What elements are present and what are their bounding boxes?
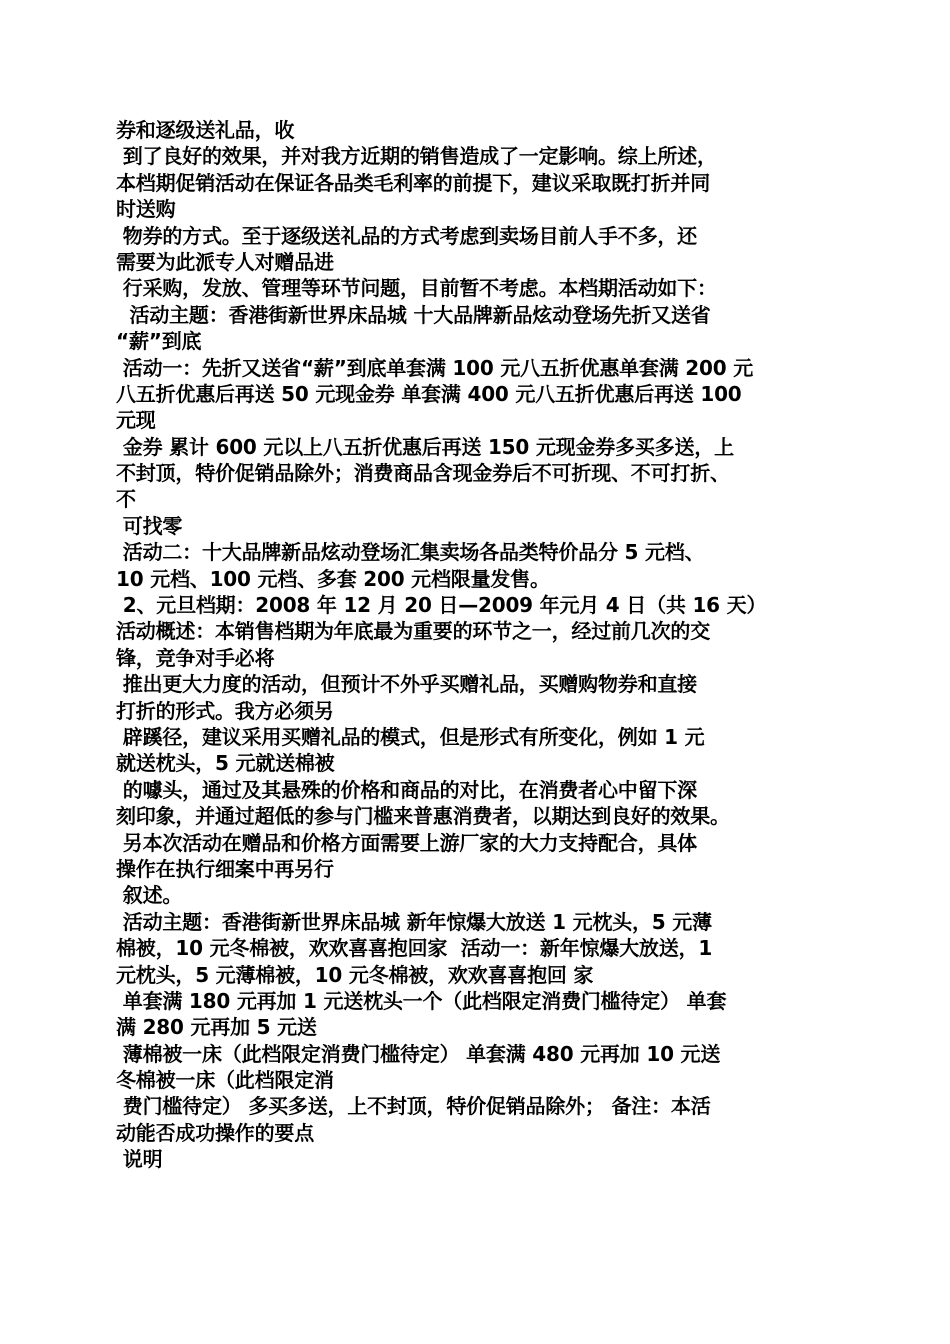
text-line: 活动一：先折又送省“薪”到底单套满 100 元八五折优惠单套满 200 元: [116, 355, 753, 380]
text-line: 操作在执行细案中再另行: [116, 856, 334, 881]
text-line: 刻印象，并通过超低的参与门槛来普惠消费者，以期达到良好的效果。: [116, 804, 730, 829]
text-line: 物券的方式。至于逐级送礼品的方式考虑到卖场目前人手不多，还: [116, 223, 697, 248]
text-line: 锋，竞争对手必将: [116, 645, 275, 670]
document-body: [116, 117, 846, 1173]
text-line: 的噱头，通过及其悬殊的价格和商品的对比，在消费者心中留下深: [116, 777, 697, 802]
text-line: 10 元档、100 元档、多套 200 元档限量发售。: [116, 566, 550, 591]
text-line: 元现: [116, 408, 156, 433]
text-line: 说明: [116, 1147, 163, 1172]
text-line: 打折的形式。我方必须另: [116, 698, 334, 723]
text-line: 金券 累计 600 元以上八五折优惠后再送 150 元现金券多买多送，上: [116, 434, 734, 459]
text-line: 本档期促销活动在保证各品类毛利率的前提下，建议采取既打折并同: [116, 170, 710, 195]
text-line: 不: [116, 487, 136, 512]
text-line: 到了良好的效果，并对我方近期的销售造成了一定影响。综上所述，: [116, 144, 717, 169]
text-line: 活动二：十大品牌新品炫动登场汇集卖场各品类特价品分 5 元档、: [116, 540, 705, 565]
text-line: 活动概述：本销售档期为年底最为重要的环节之一，经过前几次的交: [116, 619, 710, 644]
text-line: 费门槛待定） 多买多送，上不封顶，特价促销品除外； 备注：本活: [116, 1094, 711, 1119]
text-line: 辟蹊径，建议采用买赠礼品的模式，但是形式有所变化，例如 1 元: [116, 724, 705, 749]
text-line: 八五折优惠后再送 50 元现金券 单套满 400 元八五折优惠后再送 100: [116, 381, 742, 406]
text-line: 活动主题：香港街新世界床品城 新年惊爆大放送 1 元枕头，5 元薄: [116, 909, 712, 934]
text-line: 推出更大力度的活动，但预计不外乎买赠礼品，买赠购物券和直接: [116, 672, 697, 697]
text-line: 可找零: [116, 513, 183, 538]
text-line: 时送购: [116, 197, 176, 222]
text-line: 活动主题：香港街新世界床品城 十大品牌新品炫动登场先折又送省: [116, 302, 711, 327]
text-line: “薪”到底: [116, 329, 202, 354]
text-line: 薄棉被一床（此档限定消费门槛待定） 单套满 480 元再加 10 元送: [116, 1041, 721, 1066]
text-line: 单套满 180 元再加 1 元送枕头一个（此档限定消费门槛待定） 单套: [116, 988, 727, 1013]
text-line: 满 280 元再加 5 元送: [116, 1015, 317, 1040]
text-line: 棉被，10 元冬棉被，欢欢喜喜抱回家 活动一：新年惊爆大放送，1: [116, 936, 713, 961]
text-line: 另本次活动在赠品和价格方面需要上游厂家的大力支持配合，具体: [116, 830, 697, 855]
text-line: 冬棉被一床（此档限定消: [116, 1068, 334, 1093]
text-line: 元枕头，5 元薄棉被，10 元冬棉被，欢欢喜喜抱回 家: [116, 962, 594, 987]
text-line: 行采购，发放、管理等环节问题，目前暂不考虑。本档期活动如下：: [116, 276, 717, 301]
text-line: 2、元旦档期：2008 年 12 月 20 日—2009 年元月 4 日（共 16 天）: [116, 593, 767, 618]
text-line: 券和逐级送礼品，收: [116, 118, 295, 142]
text-line: 需要为此派专人对赠品进: [116, 249, 334, 274]
text-line: 叙述。: [116, 883, 183, 908]
text-line: 不封顶，特价促销品除外；消费商品含现金券后不可折现、不可打折、: [116, 461, 730, 486]
text-line: 动能否成功操作的要点: [116, 1120, 314, 1145]
text-line: 就送枕头，5 元就送棉被: [116, 751, 335, 776]
